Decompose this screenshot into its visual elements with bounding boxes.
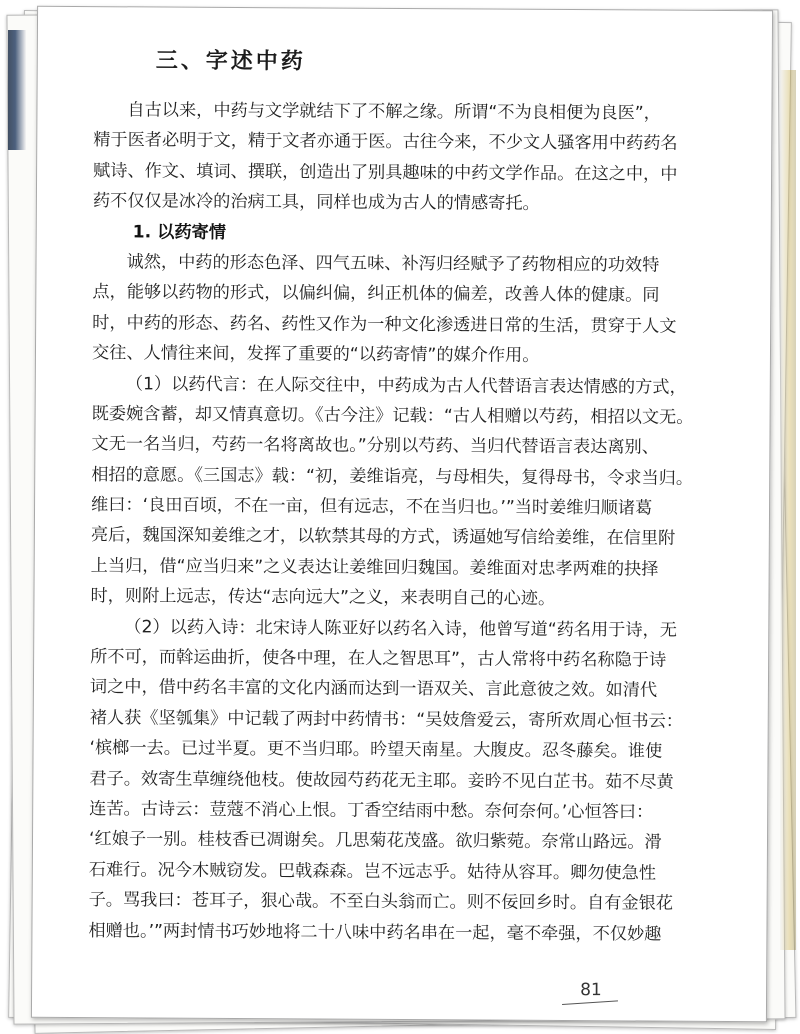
text-line: 褚人获《坚瓠集》中记载了两封中药情书：“吴妓詹爱云，寄所欢周心恒书云：: [89, 707, 684, 732]
text-line: 交往、人情往来间，发挥了重要的“以药寄情”的媒介作用。: [91, 343, 540, 366]
text-line: 药不仅仅是冰冷的治病工具，同样也成为古人的情感寄托。: [92, 191, 540, 215]
text-line: 文无一名当归，芍药一名将离故也。”分别以芍药、当归代替语言表达离别、: [91, 434, 659, 458]
text-line: 时，则附上远志，传达“志向远大”之义，来表明自己的心迹。: [90, 586, 556, 610]
text-line: ‘红娘子一别。桂枝香已凋谢矣。几思菊花茂盛。欲归紫菀。奈常山路远。滑: [88, 829, 662, 853]
text-line: 精于医者必明于文，精于文者亦通于医。古往今来，不少文人骚客用中药药名: [93, 130, 678, 155]
text-line: 所不可，而斡运曲折，使各中理，在人之智思耳”，古人常将中药名称隐于诗: [90, 647, 667, 671]
book-cover-edge: [8, 30, 26, 150]
text-line: 相赠也。’”两封情书巧妙地将二十八味中药名串在一起，毫不牵强，不仅妙趣: [88, 920, 662, 945]
text-line: 子。骂我曰：苍耳子，狠心哉。不至白头翁而亡。则不佞回乡时。自有金银花: [88, 890, 674, 914]
text-line: 连苦。古诗云：荳蔻不消心上恨。丁香空结雨中愁。奈何奈何。’心恒答曰：: [89, 799, 654, 823]
page-number: 81: [580, 980, 602, 1001]
text-line: （1）以药代言：在人际交往中，中药成为古人代替语言表达情感的方式，: [125, 373, 687, 398]
text-line: 诚然，中药的形态色泽、四气五味、补泻归经赋予了药物相应的功效特: [126, 252, 660, 276]
text-line: 时，中药的形态、药名、药性又作为一种文化渗透进日常的生活，贯穿于人文: [92, 312, 677, 337]
page-number-underline: [562, 1000, 618, 1005]
text-line: （2）以药入诗：北宋诗人陈亚好以药名入诗，他曾写道“药名用于诗，无: [124, 616, 678, 641]
text-line: 自古以来，中药与文学就结下了不解之缘。所谓“不为良相便为良医”，: [127, 100, 661, 124]
text-line: ‘槟榔一去。已过半夏。更不当归耶。昑望天南星。大腹皮。忍冬藤矣。谁使: [89, 738, 663, 762]
section-heading: 三、字述中药: [155, 47, 306, 75]
text-line: 赋诗、作文、填词、撰联，创造出了别具趣味的中药文学作品。在这之中，中: [93, 160, 678, 185]
text-line: 点，能够以药物的形式，以偏纠偏，纠正机体的偏差，改善人体的健康。同: [92, 282, 660, 306]
text-line: 上当归，借“应当归来”之义表达让姜维回归魏国。姜维面对忠孝两难的抉择: [90, 555, 659, 580]
text-line: 君子。效寄生草缠绕他枝。使故园芍药花无主耶。妾昑不见白芷书。茹不尽黄: [89, 768, 674, 793]
book-edge-right: [780, 70, 796, 950]
text-line: 石难行。况今木贼窃发。巴戟森森。岂不远志乎。姑待从容耳。卿勿使急性: [88, 859, 657, 884]
text-line: 亮后，魏国深知姜维之才，以软禁其母的方式，诱逼她写信给姜维，在信里附: [90, 525, 676, 550]
text-line: 维曰：‘良田百顷，不在一亩，但有远志，不在当归也。’”当时姜维归顺诸葛: [90, 495, 653, 519]
text-line: 词之中，借中药名丰富的文化内涵而达到一语双关、言此意彼之效。如清代: [89, 677, 658, 701]
text-line: 相招的意愿。《三国志》载：“初，姜维诣亮，与母相失，复得母书，令求当归。: [91, 464, 694, 489]
body-text: [88, 95, 715, 950]
text-line: 既委婉含蓄，却又情真意切。《古今注》记载：“古人相赠以芍药，相招以文无。: [91, 404, 694, 428]
subsection-heading: 1. 以药寄情: [132, 221, 227, 243]
book-page: [31, 6, 773, 1022]
